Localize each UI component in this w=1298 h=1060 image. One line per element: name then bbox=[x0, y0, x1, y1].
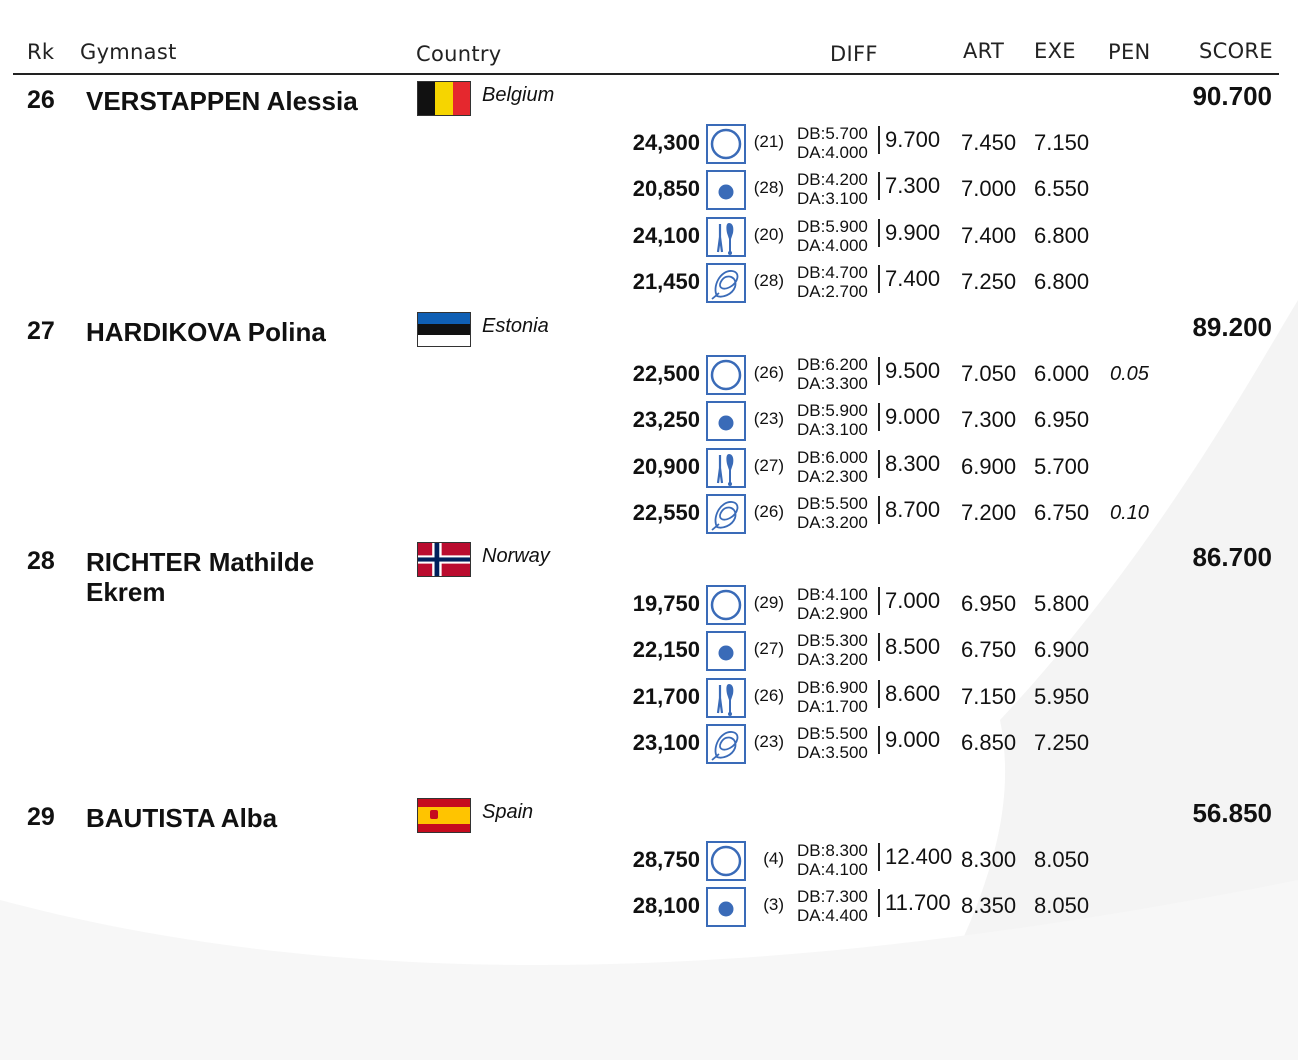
routine-rank: (3) bbox=[763, 895, 784, 915]
routine-score: 22,150 bbox=[632, 637, 700, 663]
exe-value: 6.550 bbox=[1034, 176, 1090, 202]
diff-value: 7.400 bbox=[878, 265, 940, 293]
difficulty-breakdown bbox=[797, 401, 868, 439]
art-value: 7.150 bbox=[961, 683, 1017, 709]
difficulty-breakdown bbox=[797, 678, 868, 716]
da-value: DA:4.000 bbox=[797, 235, 868, 255]
art-value: 6.950 bbox=[961, 591, 1017, 616]
routine-row bbox=[0, 216, 1298, 269]
da-value: DA:3.200 bbox=[797, 512, 868, 532]
routine-rank: (4) bbox=[763, 849, 784, 868]
header-country: Country bbox=[416, 42, 502, 66]
art-value: 7.300 bbox=[961, 407, 1017, 433]
exe-value: 6.900 bbox=[1034, 637, 1090, 663]
athlete-name: VERSTAPPEN Alessia bbox=[86, 86, 358, 116]
da-value: DA:2.700 bbox=[797, 281, 868, 301]
art-value: 7.400 bbox=[961, 222, 1017, 248]
routine-score: 23,250 bbox=[632, 407, 700, 433]
da-value: DA:2.900 bbox=[797, 604, 868, 623]
routine-rank: (28) bbox=[753, 270, 784, 290]
da-value: DA:4.400 bbox=[797, 906, 868, 926]
da-value: DA:3.300 bbox=[797, 374, 868, 393]
routine-row bbox=[0, 401, 1298, 453]
hoop-icon bbox=[706, 124, 746, 164]
athlete-country: Norway bbox=[482, 545, 550, 567]
routine-score: 23,100 bbox=[632, 729, 700, 755]
routine-row bbox=[0, 677, 1298, 730]
db-value: DB:8.300 bbox=[797, 841, 868, 860]
athlete-country: Spain bbox=[482, 801, 534, 823]
da-value: DA:3.100 bbox=[797, 189, 868, 209]
ball-icon bbox=[706, 887, 746, 927]
hoop-icon bbox=[706, 585, 746, 625]
athlete-rank: 28 bbox=[27, 547, 55, 575]
routine-row bbox=[0, 170, 1298, 222]
exe-value: 6.800 bbox=[1034, 268, 1090, 294]
diff-value: 8.300 bbox=[878, 450, 940, 478]
difficulty-breakdown bbox=[797, 448, 868, 486]
routine-score: 21,700 bbox=[632, 683, 700, 709]
routine-rank: (29) bbox=[753, 593, 784, 612]
clubs-icon bbox=[706, 678, 746, 718]
exe-value: 7.250 bbox=[1034, 729, 1090, 755]
header-exe: EXE bbox=[1034, 39, 1076, 63]
athlete-total-score: 89.200 bbox=[1192, 312, 1272, 342]
clubs-icon bbox=[706, 217, 746, 257]
athlete-rank: 27 bbox=[27, 317, 55, 345]
db-value: DB:7.300 bbox=[797, 887, 868, 907]
hoop-icon bbox=[706, 841, 746, 881]
routine-rank: (23) bbox=[753, 731, 784, 751]
ribbon-icon bbox=[706, 724, 746, 764]
belgium-flag bbox=[417, 81, 471, 116]
routine-row bbox=[0, 585, 1298, 637]
routine-row bbox=[0, 355, 1298, 407]
da-value: DA:4.000 bbox=[797, 143, 868, 162]
difficulty-breakdown bbox=[797, 263, 868, 301]
ball-icon bbox=[706, 401, 746, 441]
db-value: DB:5.700 bbox=[797, 124, 868, 143]
routine-rank: (27) bbox=[753, 455, 784, 475]
db-value: DB:6.200 bbox=[797, 355, 868, 374]
athlete-country: Estonia bbox=[482, 315, 549, 337]
db-value: DB:4.200 bbox=[797, 170, 868, 190]
da-value: DA:1.700 bbox=[797, 696, 868, 716]
norway-flag bbox=[417, 542, 471, 577]
routine-score: 20,900 bbox=[632, 453, 700, 479]
art-value: 8.350 bbox=[961, 893, 1017, 919]
routine-score: 28,750 bbox=[632, 847, 700, 872]
da-value: DA:2.300 bbox=[797, 466, 868, 486]
exe-value: 5.800 bbox=[1034, 591, 1090, 616]
exe-value: 5.950 bbox=[1034, 683, 1090, 709]
difficulty-breakdown bbox=[797, 355, 868, 393]
diff-value: 9.700 bbox=[878, 126, 940, 154]
routine-score: 19,750 bbox=[632, 591, 700, 616]
difficulty-breakdown bbox=[797, 887, 868, 925]
clubs-icon bbox=[706, 448, 746, 488]
header-diff: DIFF bbox=[830, 42, 878, 66]
db-value: DB:5.500 bbox=[797, 493, 868, 513]
da-value: DA:3.500 bbox=[797, 742, 868, 762]
db-value: DB:6.000 bbox=[797, 447, 868, 467]
ball-icon bbox=[706, 170, 746, 210]
diff-value: 8.600 bbox=[878, 680, 940, 708]
diff-value: 12.400 bbox=[878, 843, 952, 871]
exe-value: 6.800 bbox=[1034, 222, 1090, 248]
routine-score: 22,500 bbox=[632, 361, 700, 386]
routine-rank: (26) bbox=[753, 685, 784, 705]
routine-row bbox=[0, 631, 1298, 683]
art-value: 6.750 bbox=[961, 637, 1017, 663]
routine-row bbox=[0, 841, 1298, 893]
exe-value: 7.150 bbox=[1034, 130, 1090, 155]
art-value: 6.900 bbox=[961, 453, 1017, 479]
routine-score: 22,550 bbox=[632, 499, 700, 525]
diff-value: 9.500 bbox=[878, 357, 940, 385]
difficulty-breakdown bbox=[797, 124, 868, 162]
athlete-country: Belgium bbox=[482, 84, 555, 106]
routine-row bbox=[0, 262, 1298, 315]
da-value: DA:3.100 bbox=[797, 420, 868, 440]
ball-icon bbox=[706, 631, 746, 671]
athlete-name: BAUTISTA Alba bbox=[86, 803, 278, 833]
routine-row bbox=[0, 493, 1298, 546]
diff-value: 9.900 bbox=[878, 219, 940, 247]
db-value: DB:6.900 bbox=[797, 677, 868, 697]
art-value: 7.000 bbox=[961, 176, 1017, 202]
routine-score: 20,850 bbox=[632, 176, 700, 202]
diff-value: 9.000 bbox=[878, 403, 940, 431]
hoop-icon bbox=[706, 355, 746, 395]
athlete-name: HARDIKOVA Polina bbox=[86, 317, 326, 347]
athlete-rank: 26 bbox=[27, 86, 55, 114]
db-value: DB:5.500 bbox=[797, 723, 868, 743]
penalty-value: 0.10 bbox=[1110, 501, 1149, 524]
difficulty-breakdown bbox=[797, 724, 868, 762]
ribbon-icon bbox=[706, 263, 746, 303]
db-value: DB:4.100 bbox=[797, 585, 868, 604]
routine-rank: (28) bbox=[753, 178, 784, 198]
routine-row bbox=[0, 124, 1298, 176]
header-divider bbox=[13, 73, 1279, 75]
routine-rank: (21) bbox=[753, 132, 784, 151]
exe-value: 6.950 bbox=[1034, 407, 1090, 433]
diff-value: 9.000 bbox=[878, 726, 940, 754]
art-value: 8.300 bbox=[961, 847, 1017, 872]
db-value: DB:5.300 bbox=[797, 631, 868, 651]
db-value: DB:5.900 bbox=[797, 401, 868, 421]
da-value: DA:4.100 bbox=[797, 860, 868, 879]
difficulty-breakdown bbox=[797, 631, 868, 669]
exe-value: 8.050 bbox=[1034, 847, 1090, 872]
routine-rank: (23) bbox=[753, 409, 784, 429]
db-value: DB:4.700 bbox=[797, 262, 868, 282]
header-gymnast: Gymnast bbox=[80, 40, 177, 64]
routine-rank: (26) bbox=[753, 501, 784, 521]
athlete-name: RICHTER Mathilde Ekrem bbox=[86, 547, 315, 607]
exe-value: 5.700 bbox=[1034, 453, 1090, 479]
diff-value: 7.000 bbox=[878, 587, 940, 615]
routine-rank: (26) bbox=[753, 363, 784, 382]
art-value: 7.050 bbox=[961, 361, 1017, 386]
routine-row bbox=[0, 447, 1298, 500]
exe-value: 6.750 bbox=[1034, 499, 1090, 525]
art-value: 7.200 bbox=[961, 499, 1017, 525]
difficulty-breakdown bbox=[797, 170, 868, 208]
routine-rank: (27) bbox=[753, 639, 784, 659]
routine-score: 24,100 bbox=[632, 222, 700, 248]
art-value: 7.450 bbox=[961, 130, 1017, 155]
difficulty-breakdown bbox=[797, 494, 868, 532]
header-score: SCORE bbox=[1199, 39, 1273, 63]
athlete-total-score: 90.700 bbox=[1192, 81, 1272, 111]
exe-value: 6.000 bbox=[1034, 361, 1090, 386]
ribbon-icon bbox=[706, 494, 746, 534]
routine-score: 28,100 bbox=[632, 893, 700, 919]
difficulty-breakdown bbox=[797, 217, 868, 255]
art-value: 6.850 bbox=[961, 729, 1017, 755]
da-value: DA:3.200 bbox=[797, 650, 868, 670]
header-pen: PEN bbox=[1108, 40, 1151, 64]
diff-value: 11.700 bbox=[878, 889, 951, 917]
routine-row bbox=[0, 887, 1298, 939]
art-value: 7.250 bbox=[961, 268, 1017, 294]
penalty-value: 0.05 bbox=[1110, 363, 1149, 385]
routine-score: 24,300 bbox=[632, 130, 700, 155]
estonia-flag bbox=[417, 312, 471, 347]
db-value: DB:5.900 bbox=[797, 216, 868, 236]
diff-value: 8.700 bbox=[878, 496, 940, 524]
header-rank: Rk bbox=[27, 40, 55, 64]
difficulty-breakdown bbox=[797, 585, 868, 623]
routine-rank: (20) bbox=[753, 224, 784, 244]
routine-score: 21,450 bbox=[632, 268, 700, 294]
header-art: ART bbox=[963, 39, 1005, 63]
diff-value: 7.300 bbox=[878, 172, 940, 200]
difficulty-breakdown bbox=[797, 841, 868, 879]
routine-row bbox=[0, 723, 1298, 776]
exe-value: 8.050 bbox=[1034, 893, 1090, 919]
spain-flag bbox=[417, 798, 471, 833]
athlete-rank: 29 bbox=[27, 803, 55, 831]
diff-value: 8.500 bbox=[878, 633, 940, 661]
athlete-total-score: 56.850 bbox=[1192, 798, 1272, 828]
athlete-total-score: 86.700 bbox=[1192, 542, 1272, 572]
